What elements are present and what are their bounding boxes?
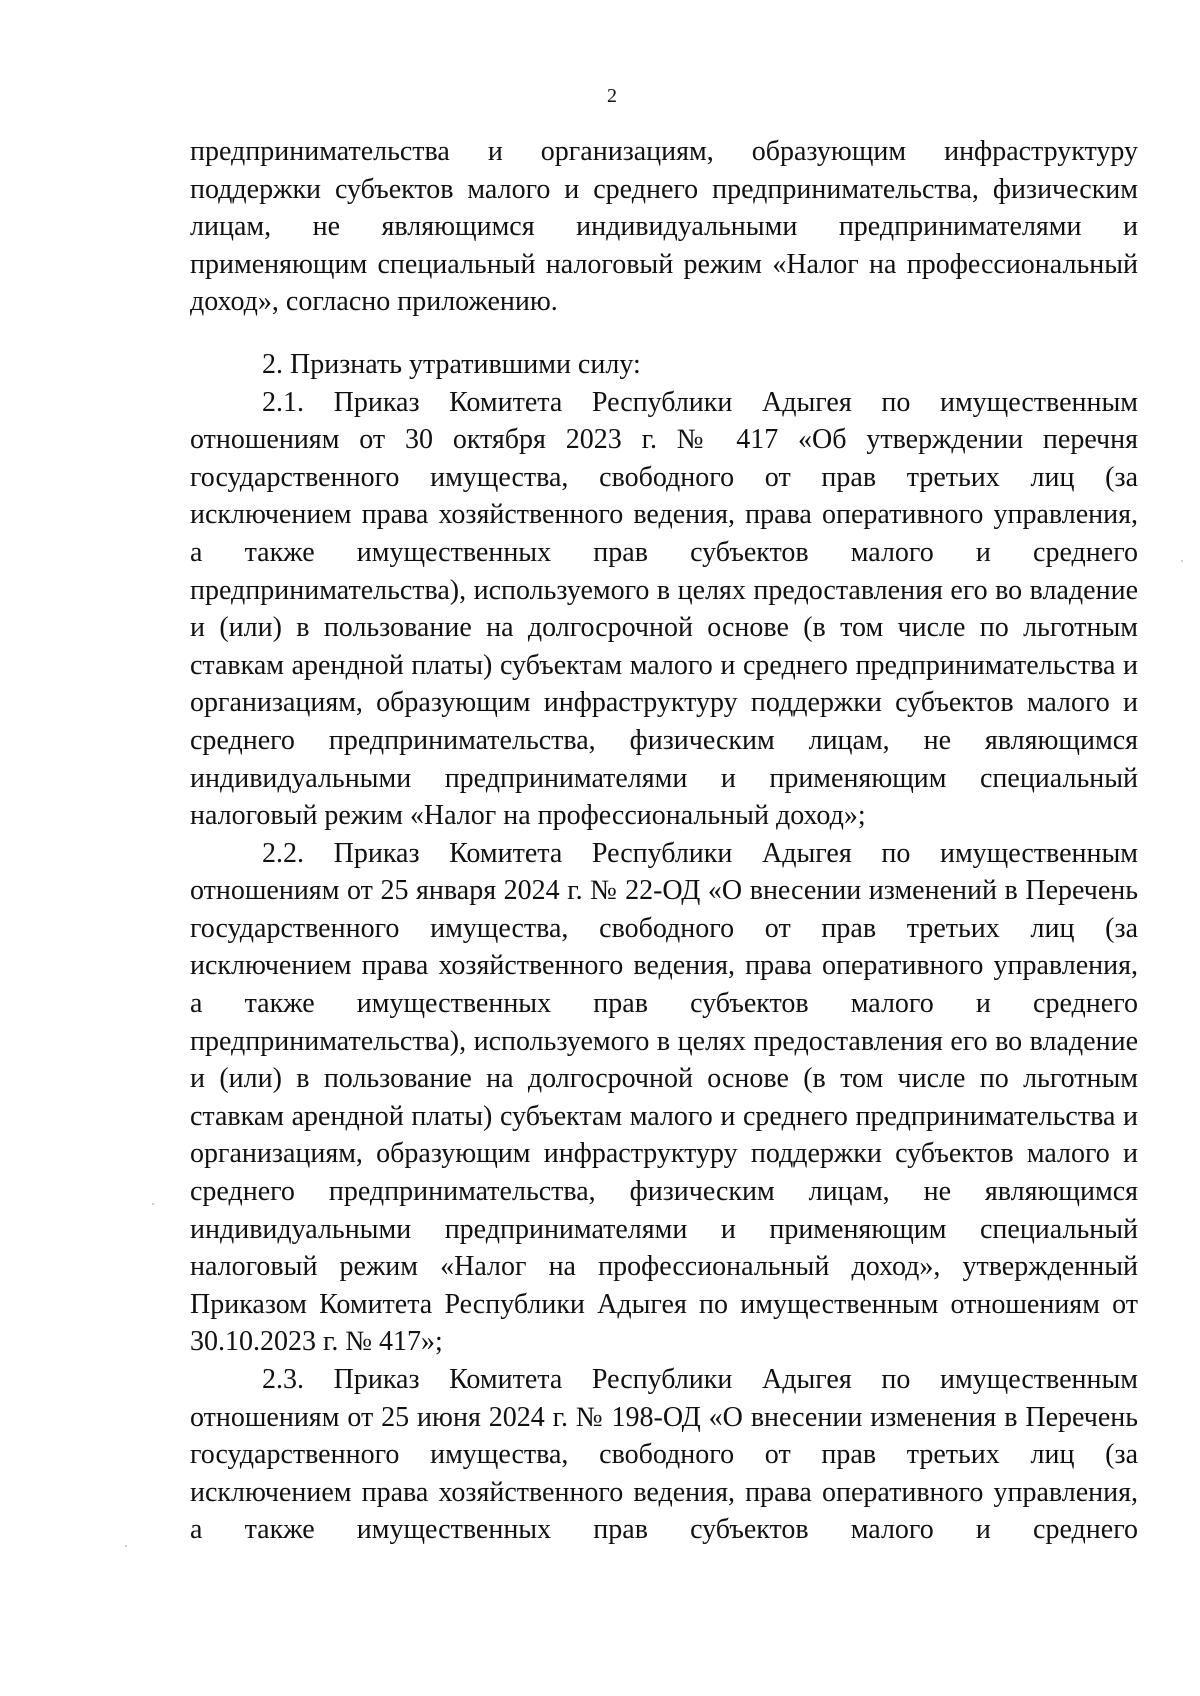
scan-speck — [1181, 560, 1183, 562]
document-body — [190, 133, 1138, 1549]
paragraph-item-2-3: 2.3. Приказ Комитета Республики Адыгея по имущественным отношениям от 25 июня 2024 г. № 198-ОД «О внесении изменения в Перечень государственного имущества, свободного от прав третьих лиц (за исключением права хозяйственного ведения, права оперативного управления, а также имущественных прав субъектов малого и среднего — [190, 1364, 1138, 1546]
paragraph-item-2-2: 2.2. Приказ Комитета Республики Адыгея по имущественным отношениям от 25 января 2024 г. № 22-ОД «О внесении изменений в Перечень государственного имущества, свободного от прав третьих лиц (за исключением права хозяйственного ведения, права оперативного управления, а также имущественных прав субъектов малого и среднего предпринимательства), используемого в целях предоставления его во владение и (или) в пользование на долгосрочной основе (в том числе по льготным ставкам арендной платы) субъектам малого и среднего предпринимательства и организациям, образующим инфраструктуру поддержки субъектов малого и среднего предпринимательства, физическим лицам, не являющимся индивидуальными предпринимателями и применяющим специальный налоговый режим «Налог на профессиональный доход», утвержденный Приказом Комитета Республики Адыгея по имущественным отношениям от 30.10.2023 г. № 417»; — [190, 837, 1138, 1358]
scan-speck — [125, 1545, 127, 1547]
paragraph-item-2: 2. Признать утратившими силу: — [262, 348, 641, 380]
paragraph-continuation: предпринимательства и организациям, образующим инфраструктуру поддержки субъектов малого и среднего предпринимательства, физическим лицам, не являющимся индивидуальными предпринимателями и применяющим специальный налоговый режим «Налог на профессиональный доход», согласно приложению. — [190, 136, 1138, 318]
scan-speck — [152, 1203, 154, 1205]
paragraph-item-2-1: 2.1. Приказ Комитета Республики Адыгея по имущественным отношениям от 30 октября 2023 г. № 417 «Об утверждении перечня государственного имущества, свободного от прав третьих лиц (за исключением права хозяйственного ведения, права оперативного управления, а также имущественных прав субъектов малого и среднего предпринимательства), используемого в целях предоставления его во владение и (или) в пользование на долгосрочной основе (в том числе по льготным ставкам арендной платы) субъектам малого и среднего предпринимательства и организациям, образующим инфраструктуру поддержки субъектов малого и среднего предпринимательства, физическим лицам, не являющимся индивидуальными предпринимателями и применяющим специальный налоговый режим «Налог на профессиональный доход»; — [190, 386, 1138, 832]
page-number: 2 — [607, 85, 617, 107]
